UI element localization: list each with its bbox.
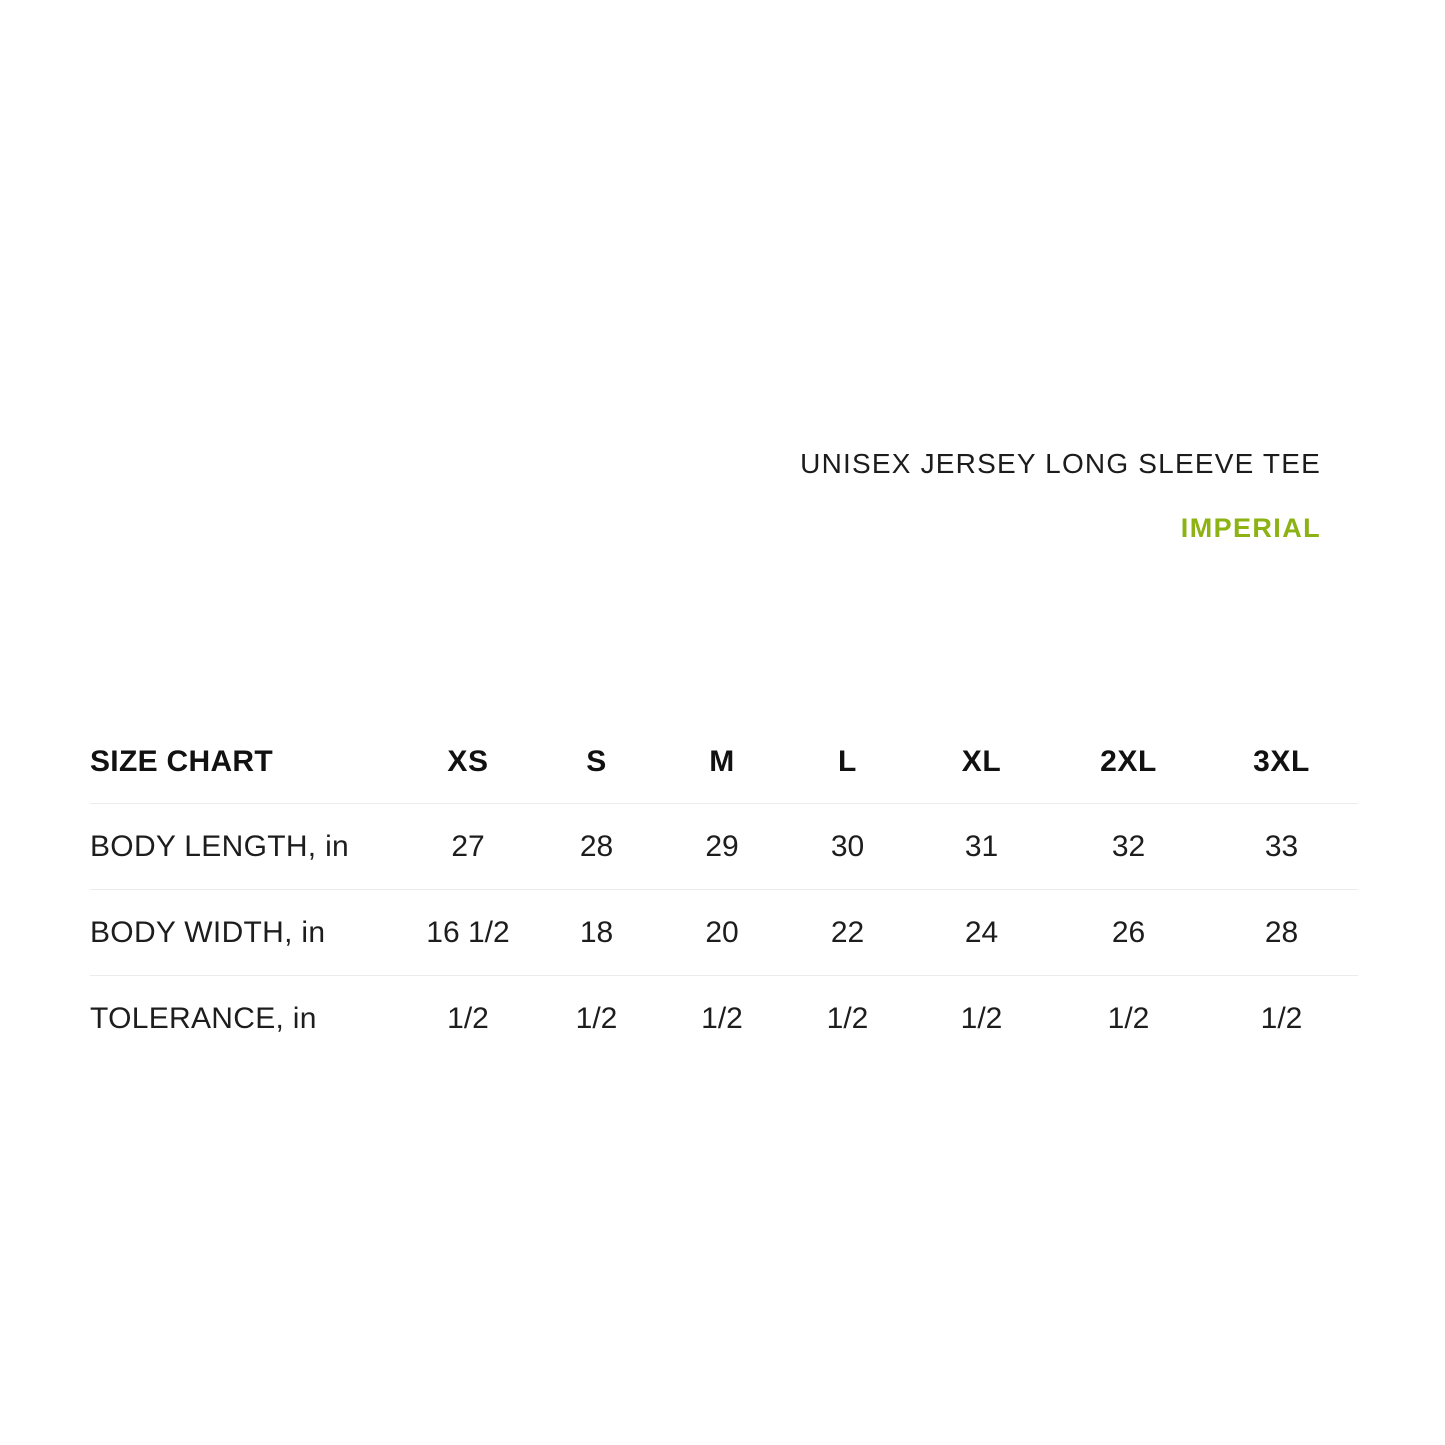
size-column-s: S (586, 745, 607, 778)
table-cell: 1/2 (575, 1001, 618, 1035)
size-chart-table (90, 721, 1358, 1061)
table-cell: 1/2 (1107, 1001, 1150, 1035)
table-cell: 1/2 (960, 1001, 1003, 1035)
table-cell: 1/2 (447, 1001, 489, 1035)
size-column-l: L (838, 745, 857, 778)
table-cell: 1/2 (701, 1001, 743, 1035)
size-column-3xl: 3XL (1253, 745, 1310, 778)
table-cell: 26 (1111, 915, 1146, 949)
table-cell: 20 (705, 915, 739, 949)
table-row-body-length (90, 804, 1358, 890)
table-cell: 32 (1111, 829, 1146, 863)
table-cell: 22 (830, 915, 865, 949)
table-title-cell: SIZE CHART (90, 745, 273, 778)
table-row-tolerance (90, 976, 1358, 1062)
table-cell: 28 (1264, 915, 1299, 949)
table-cell: 1/2 (826, 1001, 869, 1035)
row-label: TOLERANCE, in (90, 1001, 317, 1035)
table-cell: 24 (964, 915, 999, 949)
size-column-m: M (709, 745, 735, 778)
unit-system-label: IMPERIAL (1180, 513, 1321, 543)
table-cell: 18 (579, 915, 614, 949)
table-cell: 31 (964, 829, 999, 863)
table-header-row (90, 721, 1358, 804)
table-row-body-width (90, 890, 1358, 976)
table-cell: 27 (451, 829, 485, 863)
table-cell: 16 1/2 (426, 915, 510, 949)
row-label: BODY WIDTH, in (90, 915, 326, 949)
chart-header (800, 448, 1321, 544)
table-cell: 28 (579, 829, 614, 863)
table-cell: 33 (1264, 829, 1299, 863)
table-cell: 29 (705, 829, 739, 863)
table-cell: 1/2 (1260, 1001, 1303, 1035)
size-column-xs: XS (447, 745, 489, 778)
size-column-xl: XL (961, 745, 1002, 778)
size-column-2xl: 2XL (1100, 745, 1157, 778)
row-label: BODY LENGTH, in (90, 829, 350, 863)
table-cell: 30 (830, 829, 865, 863)
product-title: UNISEX JERSEY LONG SLEEVE TEE (800, 448, 1321, 479)
